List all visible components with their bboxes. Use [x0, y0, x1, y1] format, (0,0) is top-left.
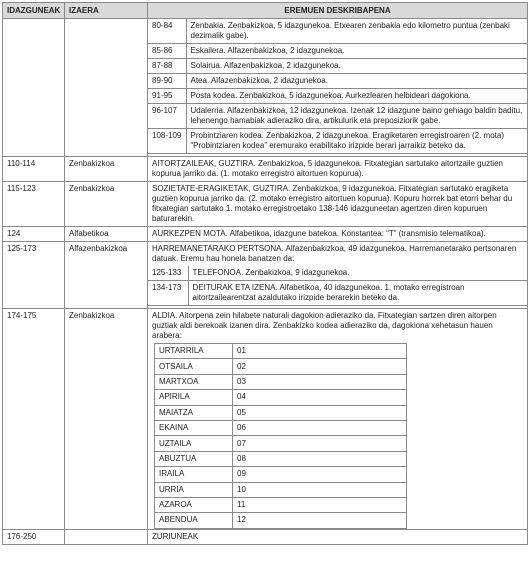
header-type: IZAERA: [65, 3, 148, 19]
field-type: [65, 529, 148, 544]
month-code: 05: [233, 405, 407, 420]
subfield-row: [148, 104, 527, 129]
month-name: IRAILA: [155, 467, 233, 482]
table-row: [3, 19, 528, 157]
field-type: Zenbakizkoa: [65, 309, 148, 530]
month-name: UZTAILA: [155, 436, 233, 451]
subfield-text: Zenbakia. Zenbakizkoa, 5 idazgunekoa. Etxearen zenbakia edo kilometro puntua (zenbaki dezimalik gabe).: [186, 19, 527, 44]
subfield-text: Eskailera. Alfazenbakizkoa, 2 idazgunekoa.: [186, 44, 527, 59]
subfield-text: TELEFONOA. Zenbakizkoa, 9 idazgunekoa.: [188, 266, 527, 281]
field-type: Zenbakizkoa: [65, 182, 148, 227]
month-name: OTSAILA: [155, 359, 233, 374]
month-code: 06: [233, 420, 407, 435]
month-code: 10: [233, 482, 407, 497]
field-positions: 176-250: [3, 529, 65, 544]
field-type: Zenbakizkoa: [65, 157, 148, 182]
subfield-row: [148, 59, 527, 74]
month-name: APIRILA: [155, 390, 233, 405]
field-description: HARREMANETARAKO PERTSONA. Alfazenbakizkoa, 49 idazgunekoa. Harremanetarako pertsonaren datuak. Eremu hau honela banatzen da:: [152, 244, 517, 263]
month-code: 08: [233, 451, 407, 466]
month-code: 12: [233, 513, 407, 528]
field-description: AITORTZAILEAK, GUZTIRA. Zenbakizkoa, 5 idazgunekoa. Fitxategian sartutako aitortzaile guztien kopurua jarriko da. (1. motako erregistro aitortuen kopurua).: [148, 157, 528, 182]
subfield-code: 108-109: [148, 129, 186, 154]
subfield-text: Posta kodea. Zenbakizkoa, 5 idazgunekoa. Aurkezlearen helbideari dagokiona.: [186, 89, 527, 104]
subfield-table: [148, 266, 527, 306]
header-row: [3, 3, 528, 19]
field-description: SOZIETATE-ERAGIKETAK, GUZTIRA. Zenbakizkoa, 9 idazgunekoa. Fitxategian sartutako eragiketa guztien kopurua jarriko da. (2. motako erregistro aitortuen kopurua). Kopuru horrek bat etorri behar du fitxategian sartutako 1. motako erregistroetako 138-146 idazguneetan agertzen diren kopuruen baturarekin.: [148, 182, 528, 227]
subfield-text: Atea. Alfazenbakizkoa, 2 idazgunekoa.: [186, 74, 527, 89]
month-row: [155, 390, 407, 405]
subfield-text: Solairua. Alfazenbakizkoa, 2 idazgunekoa.: [186, 59, 527, 74]
field-positions: 124: [3, 227, 65, 242]
month-row: [155, 344, 407, 359]
subfield-code: 85-86: [148, 44, 186, 59]
table-row: [3, 227, 528, 242]
month-code: 03: [233, 374, 407, 389]
subfield-code: 87-88: [148, 59, 186, 74]
subfield-row: [148, 89, 527, 104]
header-positions: IDAZGUNEAK: [3, 3, 65, 19]
subfield-row: [148, 74, 527, 89]
month-code: 02: [233, 359, 407, 374]
month-code: 11: [233, 497, 407, 512]
month-row: [155, 374, 407, 389]
month-name: MAIATZA: [155, 405, 233, 420]
table-row: [3, 182, 528, 227]
table-row: [3, 157, 528, 182]
subfield-row: [148, 281, 527, 306]
month-code: 01: [233, 344, 407, 359]
month-code: 09: [233, 467, 407, 482]
field-table: [2, 2, 528, 545]
month-row: [155, 451, 407, 466]
subfield-code: 91-95: [148, 89, 186, 104]
month-name: URTARRILA: [155, 344, 233, 359]
subfield-code: 134-173: [148, 281, 188, 306]
subfield-text: Udalerria. Alfazenbakizkoa, 12 idazgunekoa. Izenak 12 idazgune baino gehiago baldin baditu, lehenengo hamabiak adieraziko dira, artikulurik eta preposiziorik gabe.: [186, 104, 527, 129]
subfield-row: [148, 266, 527, 281]
month-row: [155, 359, 407, 374]
month-name: AZAROA: [155, 497, 233, 512]
subfield-table: [148, 19, 527, 154]
month-name: MARTXOA: [155, 374, 233, 389]
field-type: Alfazenbakizkoa: [65, 242, 148, 309]
subfield-code: 89-90: [148, 74, 186, 89]
field-type: Alfabetikoa: [65, 227, 148, 242]
field-description: ZURIUNEAK: [148, 529, 528, 544]
month-code: 04: [233, 390, 407, 405]
table-row: [3, 309, 528, 530]
month-name: URRIA: [155, 482, 233, 497]
field-positions: 110-114: [3, 157, 65, 182]
month-code-table: [154, 343, 407, 529]
month-row: [155, 436, 407, 451]
subfield-row: [148, 44, 527, 59]
subfield-text: DEITURAK ETA IZENA. Alfabetikoa, 40 idazgunekoa. 1. motako erregistroan aitortzailearentzat azaldutako irizpide berarekin beteko da.: [188, 281, 527, 306]
field-layout-document: [2, 2, 528, 545]
month-row: [155, 405, 407, 420]
field-description: ALDIA. Aitorpena zein hilabete naturali dagokion adieraziko da. Fitxategian sartzen diren aitorpen guztiak aldi berekoak izanen dira. Zenbakizko kodea adieraziko da, dagokiona xehetasun hauen arabera:: [152, 311, 497, 340]
field-positions: 174-175: [3, 309, 65, 530]
subfield-code: 125-133: [148, 266, 188, 281]
field-positions: 125-173: [3, 242, 65, 309]
month-row: [155, 482, 407, 497]
field-description: AURKEZPEN MOTA. Alfabetikoa, idazgune batekoa. Konstantea: “T” (transmisio telematikoa).: [148, 227, 528, 242]
header-description: EREMUEN DESKRIBAPENA: [148, 3, 528, 19]
month-name: ABUZTUA: [155, 451, 233, 466]
month-row: [155, 513, 407, 528]
month-row: [155, 497, 407, 512]
month-code: 07: [233, 436, 407, 451]
month-row: [155, 467, 407, 482]
table-row: [3, 529, 528, 544]
subfield-row: [148, 129, 527, 154]
subfield-row: [148, 19, 527, 44]
subfield-code: 80-84: [148, 19, 186, 44]
subfield-text: Probintziaren kodea. Zenbakizkoa, 2 idazgunekoa. Eragiketaren erregistroaren (2. mota) “Probintziaren kodea” eremurako erabilitako irizpide berari jarraikiz beteko da.: [186, 129, 527, 154]
field-positions: 115-123: [3, 182, 65, 227]
month-name: EKAINA: [155, 420, 233, 435]
month-row: [155, 420, 407, 435]
subfield-code: 96-107: [148, 104, 186, 129]
month-name: ABENDUA: [155, 513, 233, 528]
table-row: [3, 242, 528, 309]
